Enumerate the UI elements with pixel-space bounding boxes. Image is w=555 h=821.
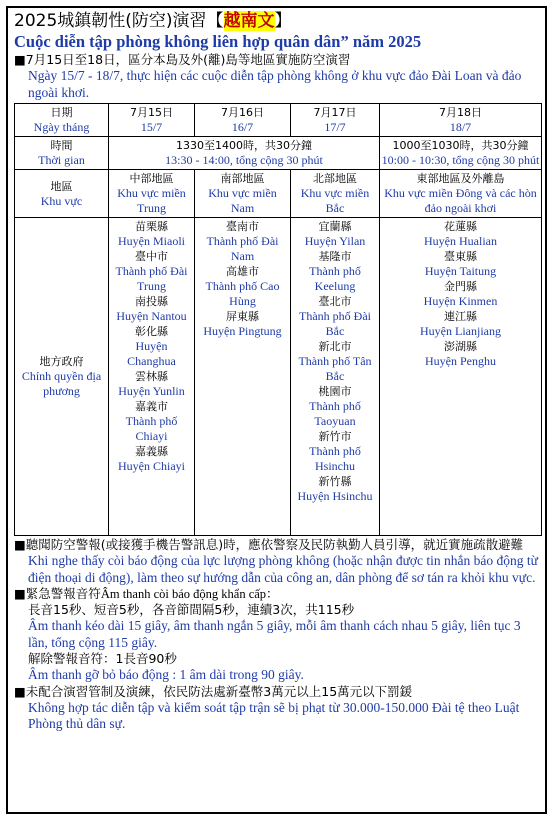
title-zh-line [14,11,539,32]
title-bracket-open: 【 [206,11,224,31]
gov-name-vi: Huyện Penghu [425,354,496,368]
gov-name-zh: 南投縣 [135,295,168,308]
gov-name-vi: Thành phố Hsinchu [309,444,361,473]
gov-name-vi: Huyện Taitung [424,264,497,278]
gov-name-zh: 苗栗縣 [135,220,168,233]
gov-name-vi: Thành phố Taoyuan [309,399,361,428]
date-cell: 7月15日 15/7 [109,104,195,137]
time-label-cell: 時間 Thời gian [15,137,109,170]
region-label-cell: 地區 Khu vực [15,170,109,218]
title-language-tag: 越南文 [223,11,275,31]
date-cell: 7月16日 16/7 [195,104,291,137]
poster-frame [6,6,547,814]
urgent-colon: ： [266,586,279,601]
gov-name-zh: 新竹市 [318,430,352,443]
gov-name-vi: Huyện Chiayi [118,459,185,473]
time-last-cell: 1000至1030時，共30分鐘 10:00 - 10:30, tổng cộng 30 phút [380,137,542,170]
gov-name-zh: 嘉義縣 [135,445,168,458]
schedule-table [14,103,542,536]
gov-name-vi: Huyện Pingtung [203,324,282,338]
release-vi: Âm thanh gỡ bỏ báo động : 1 âm dài trong 90 giây. [28,667,304,682]
gov-name-zh: 新竹縣 [318,475,352,488]
region-cell: 北部地區 Khu vực miền Bắc [291,170,380,218]
gov-name-vi: Thành phố Chiayi [125,414,178,443]
gov-name-zh: 臺中市 [135,250,168,263]
gov-name-zh: 基隆市 [318,250,352,263]
gov-name-vi: Thành phố Cao Hùng [205,279,280,308]
gov-name-zh: 臺北市 [318,295,352,308]
gov-name-zh: 臺南市 [226,220,259,233]
gov-name-zh: 雲林縣 [135,370,168,383]
gov-name-vi: Huyện Hualian [424,234,497,248]
gov-row [15,218,542,536]
gov-name-vi: Huyện Changhua [127,339,176,368]
gov-name-zh: 臺東縣 [444,250,477,263]
penalty-zh: ■未配合演習管制及演練，依民防法處新臺幣3萬元以上15萬元以下罰鍰 [14,683,413,699]
gov-name-vi: Huyện Hsinchu [297,489,373,503]
date-row [15,104,542,137]
date-cell: 7月18日 18/7 [380,104,542,137]
gov-list-south [195,218,291,536]
gov-name-vi: Huyện Kinmen [423,294,498,308]
date-cell: 7月17日 17/7 [291,104,380,137]
gov-name-zh: 新北市 [318,340,352,353]
time-main-cell: 1330至1400時，共30分鐘 13:30 - 14:00, tổng cộng 30 phút [109,137,380,170]
gov-name-zh: 宜蘭縣 [318,220,352,233]
gov-name-vi: Huyện Lianjiang [420,324,501,338]
urgent-heading-vi: Âm thanh còi báo động khẩn cấp [100,587,267,601]
gov-name-zh: 澎湖縣 [444,340,477,353]
gov-name-zh: 屏東縣 [226,310,259,323]
gov-name-vi: Thành phố Đài Bắc [299,309,371,338]
gov-name-vi: Thành phố Đài Nam [206,234,279,263]
intro-text-vi: Ngày 15/7 - 18/7, thực hiện các cuộc diễn tập phòng không ở khu vực đảo Đài Loan và đảo ngoài khơi. [28,68,522,100]
date-label-cell: 日期 Ngày tháng [15,104,109,137]
urgent-detail-zh: 長音15秒、短音5秒，各音節間隔5秒，連續3次，共115秒 [28,602,355,617]
gov-name-vi: Huyện Nantou [116,309,187,323]
gov-name-vi: Huyện Miaoli [118,234,185,248]
time-row [15,137,542,170]
gov-name-zh: 金門縣 [444,280,477,293]
gov-list-east [380,218,542,536]
gov-name-zh: 高雄市 [226,265,259,278]
urgent-detail-vi: Âm thanh kéo dài 15 giây, âm thanh ngắn 5 giây, mỗi âm thanh cách nhau 5 giây, liên tục 3 lần, tổng cộng 115 giây. [28,618,521,650]
title-bracket-close: 】 [274,11,292,31]
gov-name-zh: 桃園市 [318,385,352,398]
alarm-note-vi: Khi nghe thấy còi báo động của lực lượng phòng không (hoặc nhận được tin nhắn báo động từ điện thoại di động), làm theo sự hướng dẫn của công an, dân phòng để sơ tán ra khỏi khu vực. [28,553,538,585]
alarm-note-zh: ■聽聞防空警報(或接獲手機告警訊息)時，應依警察及民防執勤人員引導，就近實施疏散避難 [14,537,524,552]
gov-name-zh: 連江縣 [444,310,477,323]
gov-name-vi: Thành phố Tân Bắc [298,354,372,383]
region-cell: 南部地區 Khu vực miền Nam [195,170,291,218]
gov-label-cell: 地方政府 Chính quyền địa phương [15,218,109,536]
gov-name-vi: Thành phố Keelung [309,264,361,293]
gov-name-vi: Thành phố Đài Trung [115,264,188,293]
gov-name-zh: 嘉義市 [135,400,168,413]
gov-name-vi: Huyện Yunlin [118,384,185,398]
title-vi: Cuộc diễn tập phòng không liên hợp quân dân” năm 2025 [14,32,422,51]
region-cell: 中部地區 Khu vực miền Trung [109,170,195,218]
urgent-heading-zh: ■緊急警報音符 [14,586,101,601]
intro-bullet-zh: ■7月15日至18日，區分本島及外(離)島等地區實施防空演習 [14,52,351,67]
urgent-heading [14,586,539,602]
region-cell: 東部地區及外離島 Khu vực miền Đông và các hòn đảo ngoài khơi [380,170,542,218]
gov-name-vi: Huyện Yilan [304,234,366,248]
release-zh: 解除警報音符：1長音90秒 [28,651,177,666]
gov-list-north [291,218,380,536]
gov-name-zh: 彰化縣 [135,325,168,338]
gov-name-zh: 花蓮縣 [444,220,477,233]
penalty-vi: Không hợp tác diễn tập và kiểm soát tập trận sẽ bị phạt từ 30.000-150.000 Đài tệ theo Luật Phòng thủ dân sự. [28,699,520,731]
region-row [15,170,542,218]
title-zh: 2025城鎮韌性(防空)演習 [14,11,207,31]
gov-list-central [109,218,195,536]
